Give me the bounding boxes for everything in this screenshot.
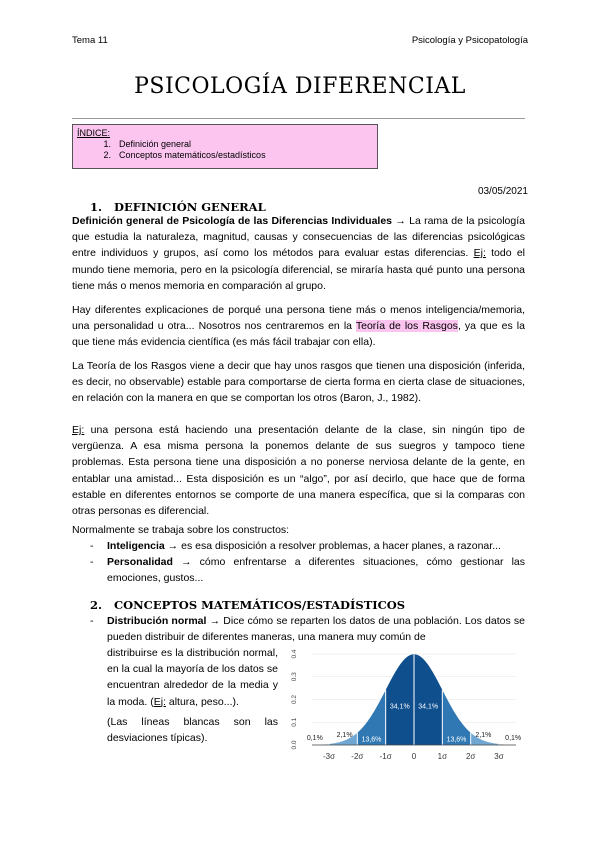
constructs-intro: Normalmente se trabaja sobre los constructos:: [72, 524, 290, 536]
index-item-label: Definición general: [119, 139, 192, 149]
normal-distribution-chart: [282, 646, 522, 766]
segment-percent-label: 0,1%: [505, 734, 522, 742]
y-tick-label: 0.2: [291, 694, 298, 705]
section-number: 2.: [90, 598, 103, 612]
y-tick-label: 0.3: [291, 672, 298, 682]
section-number: 1.: [90, 200, 103, 214]
index-item: [77, 150, 373, 161]
distribution-segment: [386, 654, 414, 745]
x-tick-label: 1σ: [437, 752, 448, 761]
bullet-term: Inteligencia: [107, 540, 165, 552]
x-tick-label: 0: [411, 752, 417, 761]
x-tick-label: 2σ: [465, 752, 476, 761]
index-item-number: 1.: [103, 139, 111, 149]
definition-term: Definición general de Psicología de las Diferencias Individuales: [72, 215, 393, 227]
segment-percent-label: 34,1%: [418, 703, 439, 711]
theory-text-end: , ya que es la que tiene más evidencia científica (es más fácil trabajar con ella).: [72, 320, 525, 349]
definition-text: → La rama de la psicología que estudia la naturaleza, magnitud, causas y consecuencias de las diferencias psicológicas entre individuos y grupos, así como los métodos para evaluar estas diferencias.: [72, 215, 525, 260]
example-label: Ej:: [153, 695, 166, 708]
header-left: Tema 11: [72, 35, 108, 46]
wrap-text-end: altura, peso...).: [165, 695, 239, 708]
bullet-dash: -: [90, 615, 94, 627]
bullet-text: → cómo enfrentarse a diferentes situaciones, cómo gestionar las emociones, gustos...: [107, 556, 525, 585]
segment-percent-label: 0,1%: [306, 734, 323, 742]
example-label: Ej:: [473, 247, 486, 260]
segment-percent-label: 34,1%: [389, 703, 410, 711]
example-text: todo el mundo tiene memoria, pero en la psicología diferencial, se miraría hasta qué punto una persona tiene más o menos memoria en comparación al grupo.: [72, 247, 525, 292]
segment-percent-label: 13,6%: [446, 736, 467, 744]
example-paragraph: [72, 422, 525, 519]
normal-distribution-text: [107, 645, 278, 710]
x-tick-label: -2σ: [351, 752, 364, 761]
index-item-label: Conceptos matemáticos/estadísticos: [119, 150, 266, 160]
bullet-dash: -: [90, 556, 94, 568]
section-1-heading: [90, 200, 266, 214]
theory-paragraph: [72, 302, 525, 351]
definition-paragraph: [72, 213, 525, 294]
bullet-text: → Dice cómo se reparten los datos de una población. Los datos se pueden distribuir de diferentes maneras, una manera muy común de: [107, 615, 525, 644]
bullet-dash: -: [90, 540, 94, 552]
wrap-text: distribuirse es la distribución normal, en la cual la mayoría de los datos se encuentran alrededor de la media y la moda. (: [107, 647, 278, 708]
y-tick-label: 0.1: [291, 717, 298, 727]
y-tick-label: 0.4: [291, 649, 298, 659]
title-divider: [72, 118, 525, 119]
traits-paragraph: La Teoría de los Rasgos viene a decir que hay unos rasgos que tienen una disposición (inferida, es decir, no observable) estable para comportarse de cierta forma en cierta clase de situaciones, en relación con la manera en que se comportan los otros (Baron, J., 1982).: [72, 360, 525, 405]
list-item: [72, 554, 525, 586]
bullet-term: Personalidad: [107, 556, 173, 568]
bullet-term: Distribución normal: [107, 615, 207, 627]
trait-theory-highlight: Teoría de los Rasgos: [355, 320, 458, 333]
section-title: CONCEPTOS MATEMÁTICOS/ESTADÍSTICOS: [114, 598, 406, 612]
index-heading: ÍNDICE:: [77, 128, 111, 138]
section-2-heading: [90, 598, 405, 612]
index-item: [77, 139, 373, 150]
example-text: una persona está haciendo una presentación delante de la clase, sin ningún tipo de vergüenza. A esa misma persona la ponemos delante de sus suegros y tampoco tiene problemas. Esta persona tiene una disposición a no ponerse nerviosa delante de la gente, en entablar una amistad... Esta disposición es un “algo”, por así decirlo, que hace que de forma estable en diferentes entornos se comporte de una manera específica, que si la comparas con otras personas es diferencial.: [72, 424, 525, 518]
list-item: [72, 613, 525, 645]
index-box: [72, 124, 378, 169]
date: 03/05/2021: [477, 186, 528, 197]
example-label: Ej:: [72, 424, 85, 436]
segment-percent-label: 2,1%: [475, 732, 492, 740]
x-tick-label: 3σ: [494, 752, 504, 761]
x-tick-label: -1σ: [379, 752, 392, 761]
bullet-text: → es esa disposición a resolver problemas, a hacer planes, a razonar...: [164, 540, 501, 552]
distribution-segment: [414, 654, 442, 745]
y-tick-label: 0.0: [291, 740, 298, 750]
segment-percent-label: 13,6%: [361, 736, 382, 744]
x-tick-label: -3σ: [322, 752, 336, 761]
theory-text: Hay diferentes explicaciones de porqué una persona tiene más o menos inteligencia/memoria, una personalidad u otra... Nosotros nos centraremos en la: [72, 304, 525, 333]
std-deviation-note: (Las líneas blancas son las desviaciones típicas).: [107, 716, 278, 745]
list-item: [72, 538, 525, 554]
segment-percent-label: 2,1%: [336, 732, 353, 740]
page-title: PSICOLOGÍA DIFERENCIAL: [134, 74, 466, 99]
section-title: DEFINICIÓN GENERAL: [114, 200, 266, 214]
index-item-number: 2.: [103, 150, 111, 160]
header-right: Psicología y Psicopatología: [411, 35, 528, 46]
